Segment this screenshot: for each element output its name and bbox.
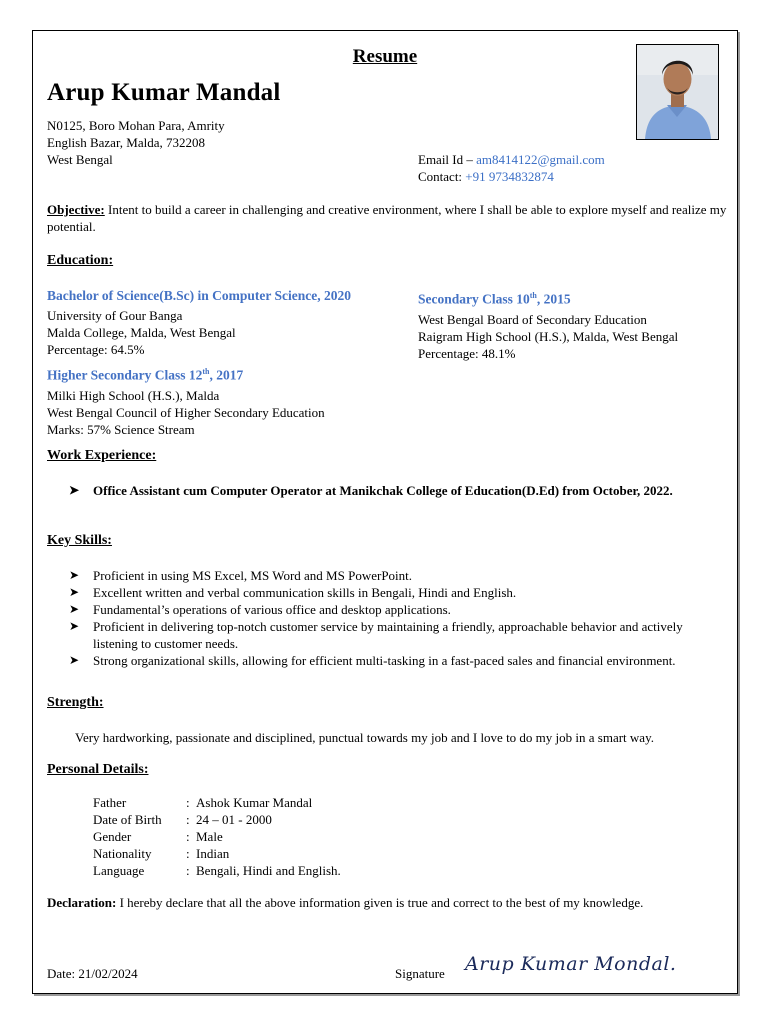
- hs-title-year: , 2017: [209, 367, 244, 383]
- email-link[interactable]: am8414122@gmail.com: [476, 152, 605, 167]
- detail-value: 24 – 01 - 2000: [196, 812, 272, 827]
- detail-key: Date of Birth: [93, 812, 162, 827]
- secondary-title-sup: th: [529, 291, 537, 300]
- detail-key: Father: [93, 795, 127, 810]
- bsc-line: Malda College, Malda, West Bengal: [47, 325, 236, 340]
- profile-photo: [636, 44, 719, 140]
- arrowhead-bullet-icon: ➤: [69, 619, 80, 633]
- list-item: [47, 482, 707, 499]
- phone-link[interactable]: +91 9734832874: [465, 169, 554, 184]
- list-item: [47, 618, 707, 652]
- skill-text: Fundamental’s operations of various office and desktop applications.: [93, 602, 451, 617]
- document-title: Resume: [352, 46, 418, 67]
- arrowhead-bullet-icon: ➤: [69, 483, 80, 497]
- skill-text: Proficient in delivering top-notch customer service by maintaining a friendly, approachable behavior and actively listening to customer needs.: [93, 619, 683, 651]
- list-item: [47, 584, 707, 601]
- objective-section: [47, 201, 727, 235]
- detail-value: Bengali, Hindi and English.: [196, 863, 341, 878]
- arrowhead-bullet-icon: ➤: [69, 568, 80, 582]
- personal-details-table: [93, 794, 341, 879]
- detail-key: Gender: [93, 829, 132, 844]
- work-item-text: Office Assistant cum Computer Operator at Manikchak College of Education(D.Ed) from October, 2022.: [93, 483, 673, 498]
- table-row: [93, 794, 341, 811]
- candidate-name: Arup Kumar Mandal: [47, 79, 281, 106]
- secondary-line: Raigram High School (H.S.), Malda, West Bengal: [418, 328, 679, 344]
- education-higher-secondary: [47, 363, 325, 438]
- signature-label: Signature: [395, 966, 445, 981]
- detail-colon: :: [186, 863, 190, 878]
- detail-value: Ashok Kumar Mandal: [196, 795, 313, 810]
- work-heading: Work Experience:: [47, 448, 157, 463]
- detail-value: Male: [196, 829, 223, 844]
- skills-heading: Key Skills:: [47, 533, 112, 548]
- declaration-text: I hereby declare that all the above information given is true and correct to the best of my knowledge.: [119, 895, 644, 910]
- detail-colon: :: [186, 829, 190, 844]
- secondary-title: [418, 287, 678, 308]
- detail-colon: :: [186, 846, 190, 861]
- arrowhead-bullet-icon: ➤: [69, 602, 80, 616]
- secondary-title-year: , 2015: [536, 291, 571, 307]
- strength-heading: Strength:: [47, 695, 104, 710]
- handwritten-signature: Arup Kumar Mondal.: [465, 953, 677, 975]
- table-row: [93, 845, 341, 862]
- list-item: [47, 652, 707, 669]
- bsc-line: Percentage: 64.5%: [47, 342, 145, 357]
- detail-colon: :: [186, 795, 190, 810]
- address-line: West Bengal: [47, 152, 113, 167]
- strength-text: Very hardworking, passionate and disciplined, punctual towards my job and I love to do my job in a smart way.: [75, 730, 654, 745]
- detail-colon: :: [186, 812, 190, 827]
- education-heading: Education:: [47, 253, 114, 268]
- skill-text: Proficient in using MS Excel, MS Word and MS PowerPoint.: [93, 568, 413, 583]
- email-label: Email Id –: [418, 152, 477, 167]
- secondary-title-text: Secondary Class 10: [418, 291, 530, 307]
- skill-text: Strong organizational skills, allowing for efficient multi-tasking in a fast-paced sales and financial environment.: [93, 653, 676, 668]
- portrait-image: [637, 45, 718, 139]
- arrowhead-bullet-icon: ➤: [69, 585, 80, 599]
- hs-title: [47, 363, 325, 384]
- work-list: [47, 482, 707, 499]
- contact-block: [418, 151, 605, 185]
- list-item: [47, 601, 707, 618]
- address-line: English Bazar, Malda, 732208: [47, 135, 205, 150]
- table-row: [93, 828, 341, 845]
- secondary-line: Percentage: 48.1%: [418, 345, 516, 361]
- hs-title-text: Higher Secondary Class 12: [47, 367, 203, 383]
- arrowhead-bullet-icon: ➤: [69, 653, 80, 667]
- bsc-title: Bachelor of Science(B.Sc) in Computer Science, 2020: [47, 288, 351, 303]
- table-row: [93, 811, 341, 828]
- list-item: [47, 567, 707, 584]
- declaration-section: [47, 894, 727, 911]
- address-line: N0125, Boro Mohan Para, Amrity: [47, 118, 225, 133]
- education-bsc: [47, 287, 351, 358]
- education-secondary: [418, 287, 678, 362]
- hs-line: Milki High School (H.S.), Malda: [47, 387, 220, 403]
- date-text: Date: 21/02/2024: [47, 966, 138, 981]
- objective-label: Objective:: [47, 202, 105, 217]
- skill-text: Excellent written and verbal communication skills in Bengali, Hindi and English.: [93, 585, 517, 600]
- detail-key: Nationality: [93, 846, 152, 861]
- hs-line: Marks: 57% Science Stream: [47, 421, 195, 437]
- resume-page: [32, 30, 738, 994]
- declaration-label: Declaration:: [47, 895, 117, 910]
- table-row: [93, 862, 341, 879]
- bsc-line: University of Gour Banga: [47, 308, 183, 323]
- secondary-line: West Bengal Board of Secondary Education: [418, 311, 647, 327]
- address-block: [47, 117, 225, 168]
- detail-value: Indian: [196, 846, 230, 861]
- personal-heading: Personal Details:: [47, 762, 149, 777]
- detail-key: Language: [93, 863, 145, 878]
- phone-label: Contact:: [418, 169, 466, 184]
- skills-list: [47, 567, 707, 669]
- hs-line: West Bengal Council of Higher Secondary Education: [47, 404, 325, 420]
- objective-text: Intent to build a career in challenging and creative environment, where I shall be able to explore myself and realize my potential.: [47, 202, 727, 234]
- email-row: [418, 151, 605, 168]
- phone-row: [418, 168, 605, 185]
- hs-title-sup: th: [202, 367, 210, 376]
